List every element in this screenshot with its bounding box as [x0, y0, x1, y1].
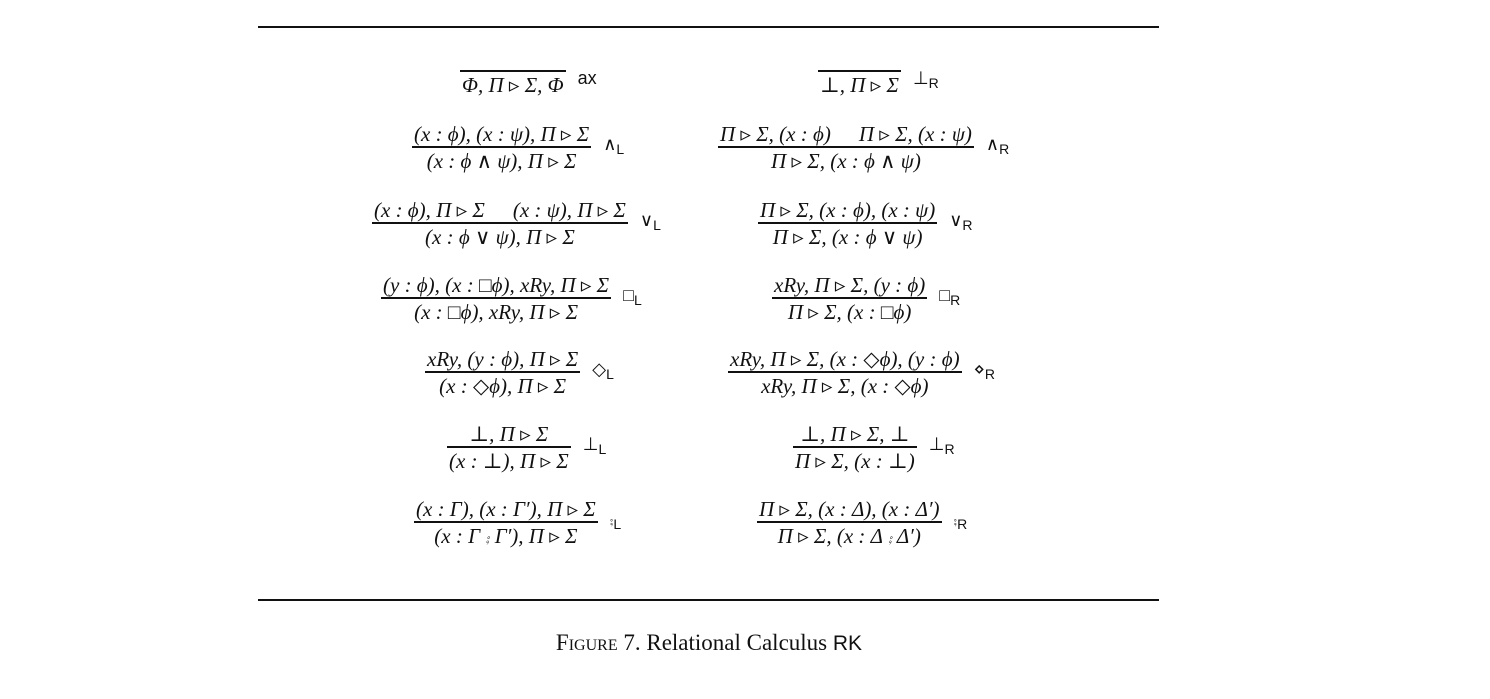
premises — [467, 422, 550, 446]
rule-label-symbol: ax — [577, 68, 597, 89]
premises — [718, 122, 974, 146]
rule-label-subscript: L — [616, 141, 625, 158]
premises — [758, 198, 937, 222]
rule-label-symbol: □ — [939, 285, 951, 306]
rule-label-subscript: R — [999, 141, 1010, 158]
rule-label-symbol: ⊥ — [928, 434, 945, 455]
inference-fraction — [818, 66, 901, 98]
rule-label-symbol: ⊥ — [582, 434, 599, 455]
inference-fraction — [447, 422, 571, 474]
premises — [798, 422, 911, 446]
premise: xRy, Π ▹ Σ, (y : ϕ) — [774, 273, 926, 297]
conclusion: (x : ϕ ∧ ψ), Π ▹ Σ — [426, 148, 577, 173]
rule-label-subscript: R — [928, 75, 939, 92]
top-rule — [258, 26, 1159, 28]
premises — [414, 497, 598, 521]
conclusion: (x : Γ ⨾ Γ′), Π ▹ Σ — [434, 523, 578, 548]
rule-label-symbol: ∨ — [949, 210, 963, 231]
conclusion: (x : □ϕ), xRy, Π ▹ Σ — [414, 299, 579, 324]
conclusion: Π ▹ Σ, (x : ϕ ∧ ψ) — [771, 148, 921, 173]
premise: (x : ψ), Π ▹ Σ — [512, 198, 626, 222]
rule-label-symbol: ∨ — [639, 210, 654, 231]
conclusion: Π ▹ Σ, (x : ϕ ∨ ψ) — [772, 224, 923, 249]
conclusion: (x : ◇ϕ), Π ▹ Σ — [439, 373, 567, 398]
rule-label-symbol: ⨾ — [953, 509, 958, 530]
rule-box-r — [772, 273, 960, 325]
bottom-rule — [258, 599, 1159, 601]
premise: Π ▹ Σ, (x : ϕ) — [720, 122, 831, 146]
premises — [372, 198, 628, 222]
rule-label-subscript: L — [598, 441, 607, 458]
conclusion: ⊥, Π ▹ Σ — [820, 72, 899, 97]
rule-bot-r-axiom — [818, 66, 939, 98]
inference-fraction — [381, 273, 611, 325]
premises — [757, 497, 942, 521]
rule-ax — [460, 66, 597, 98]
rule-label-symbol: ∧ — [603, 134, 617, 155]
conclusion: Π ▹ Σ, (x : □ϕ) — [787, 299, 912, 324]
rule-label-subscript: L — [606, 366, 614, 383]
conclusion: xRy, Π ▹ Σ, (x : ◇ϕ) — [761, 373, 929, 398]
rule-label-symbol: ⋄ — [973, 359, 985, 380]
rule-bot-l — [447, 422, 606, 474]
rule-label-subscript: R — [950, 292, 961, 309]
rule-label-symbol: ◇ — [592, 359, 607, 380]
premise: (x : ϕ), Π ▹ Σ — [374, 198, 485, 222]
rule-label-symbol: ∧ — [985, 134, 1000, 155]
premise: (y : ϕ), (x : □ϕ), xRy, Π ▹ Σ — [383, 273, 610, 297]
rule-label — [913, 68, 939, 91]
rule-label-symbol: ⨾ — [609, 509, 614, 530]
premise: Π ▹ Σ, (x : ϕ), (x : ψ) — [760, 198, 936, 222]
rule-label — [954, 509, 968, 532]
premise: Π ▹ Σ, (x : Δ), (x : Δ′) — [759, 497, 940, 521]
inference-fraction — [460, 66, 566, 98]
rule-label — [623, 285, 642, 308]
rule-bot-r — [793, 422, 955, 474]
rule-label — [974, 359, 995, 382]
premises — [772, 273, 927, 297]
premise: xRy, (y : ϕ), Π ▹ Σ — [427, 347, 579, 371]
premises — [412, 122, 591, 146]
premises — [728, 347, 962, 371]
figure-number: Figure 7. — [555, 630, 641, 655]
conclusion: Π ▹ Σ, (x : ⊥) — [795, 448, 915, 473]
figure-system: RK — [832, 632, 863, 655]
rule-label-subscript: R — [984, 366, 996, 383]
rule-or-r — [758, 198, 973, 250]
rule-label-symbol: □ — [623, 285, 635, 306]
rule-label-subscript: L — [613, 516, 622, 533]
rule-label — [578, 68, 597, 91]
premises — [381, 273, 611, 297]
rule-label-subscript: L — [634, 292, 642, 309]
inference-fraction — [793, 422, 917, 474]
figure-title: Relational Calculus — [646, 630, 828, 655]
inference-fraction — [728, 347, 962, 399]
rule-label — [603, 134, 624, 157]
rule-label-symbol: ⊥ — [912, 68, 929, 89]
inference-fraction — [425, 347, 580, 399]
rule-or-l — [372, 198, 661, 250]
inference-fraction — [372, 198, 628, 250]
rule-label-subscript: R — [957, 516, 968, 533]
inference-fraction — [414, 497, 598, 549]
inference-fraction — [757, 497, 942, 549]
rule-and-r — [718, 122, 1009, 174]
conclusion: (x : ϕ ∨ ψ), Π ▹ Σ — [425, 224, 575, 249]
rule-label — [939, 285, 960, 308]
figure-caption — [0, 630, 1418, 656]
rule-fuse-r — [757, 497, 967, 549]
conclusion: Φ, Π ▹ Σ, Φ — [462, 72, 564, 97]
premise: Π ▹ Σ, (x : ψ) — [858, 122, 972, 146]
inference-fraction — [412, 122, 591, 174]
premise: xRy, Π ▹ Σ, (x : ◇ϕ), (y : ϕ) — [730, 347, 960, 371]
premise: ⊥, Π ▹ Σ, ⊥ — [800, 422, 910, 446]
rule-label — [610, 509, 621, 532]
premise: (x : Γ), (x : Γ′), Π ▹ Σ — [416, 497, 596, 521]
rule-label — [949, 210, 972, 233]
premise: (x : ϕ), (x : ψ), Π ▹ Σ — [414, 122, 590, 146]
rule-label — [583, 434, 606, 457]
rule-label-subscript: R — [962, 217, 973, 234]
rule-fuse-l — [414, 497, 621, 549]
rule-label — [592, 359, 614, 382]
rule-label-subscript: L — [653, 217, 661, 234]
premises — [425, 347, 580, 371]
rule-dia-l — [425, 347, 614, 399]
rule-label — [986, 134, 1009, 157]
rule-and-l — [412, 122, 624, 174]
inference-fraction — [772, 273, 927, 325]
rule-box-l — [381, 273, 642, 325]
premise: ⊥, Π ▹ Σ — [469, 422, 549, 446]
rule-dia-r — [728, 347, 995, 399]
inference-fraction — [758, 198, 937, 250]
rule-label — [929, 434, 955, 457]
rule-label — [640, 210, 661, 233]
inference-fraction — [718, 122, 974, 174]
conclusion: (x : ⊥), Π ▹ Σ — [449, 448, 569, 473]
conclusion: Π ▹ Σ, (x : Δ ⨾ Δ′) — [777, 523, 921, 548]
rule-label-subscript: R — [944, 441, 955, 458]
